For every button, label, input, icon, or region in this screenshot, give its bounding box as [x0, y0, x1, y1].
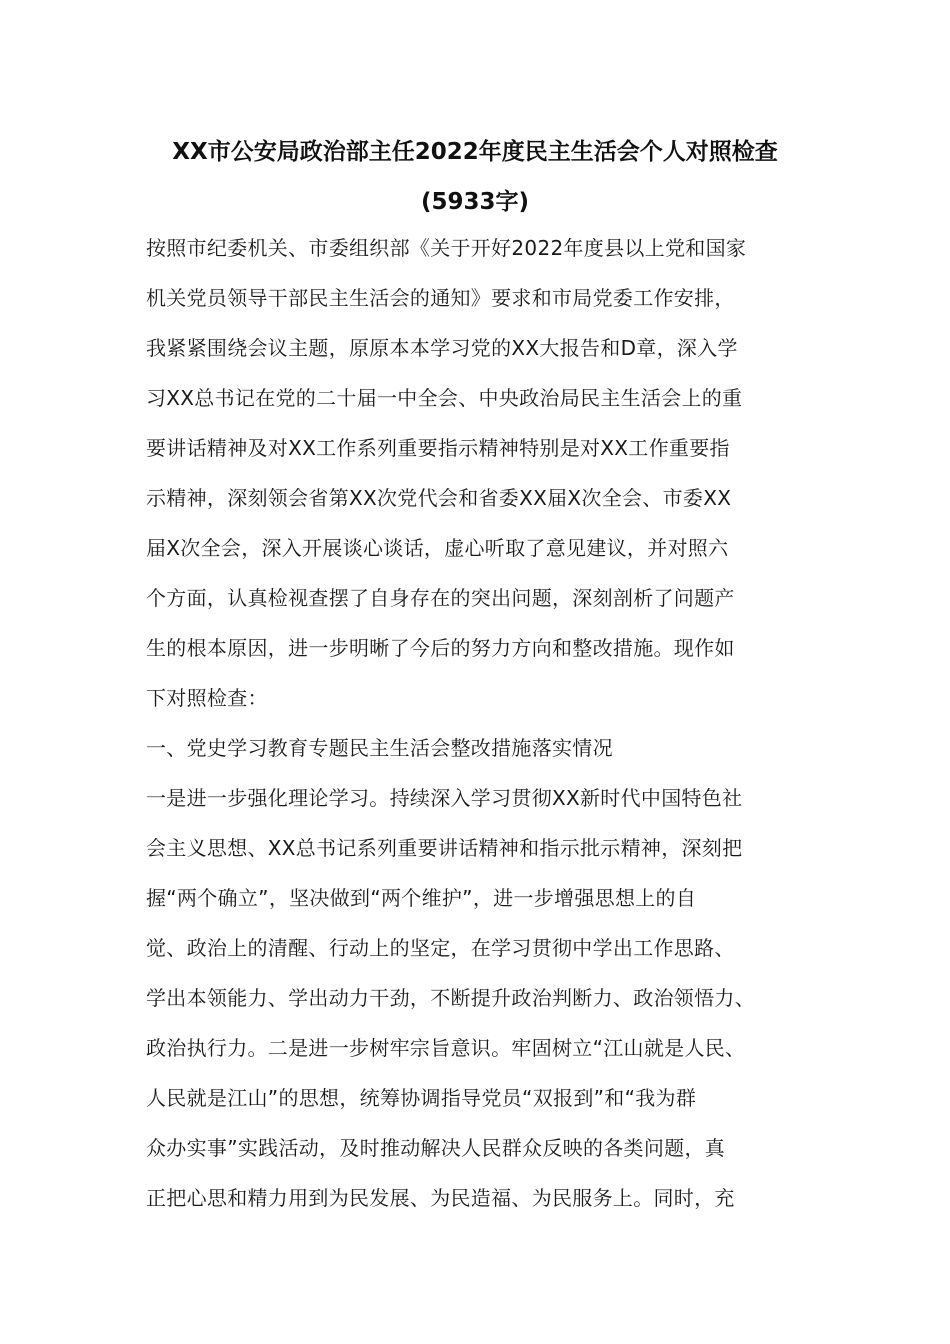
body-line: 按照市纪委机关、市委组织部《关于开好2022年度县以上党和国家 [146, 236, 747, 260]
body-line: 机关党员领导干部民主生活会的通知》要求和市局党委工作安排， [146, 286, 735, 310]
body-line: 正把心思和精力用到为民发展、为民造福、为民服务上。同时，充 [146, 1186, 735, 1210]
body-line: 我紧紧围绕会议主题，原原本本学习党的XX大报告和D章，深入学 [146, 336, 738, 360]
body-line: 届X次全会，深入开展谈心谈话，虚心听取了意见建议，并对照六 [146, 536, 729, 560]
document-title: XX市公安局政治部主任2022年度民主生活会个人对照检查 [172, 139, 778, 165]
section-heading: 一、党史学习教育专题民主生活会整改措施落实情况 [146, 736, 613, 760]
body-line: 学出本领能力、学出动力干劲，不断提升政治判断力、政治领悟力、 [146, 986, 755, 1010]
body-line: 会主义思想、XX总书记系列重要讲话精神和指示批示精神，深刻把 [146, 836, 743, 860]
body-line: 下对照检查： [146, 686, 268, 710]
body-line: 一是进一步强化理论学习。持续深入学习贯彻XX新时代中国特色社 [146, 786, 743, 810]
body-line: 要讲话精神及对XX工作系列重要指示精神特别是对XX工作重要指 [146, 436, 730, 460]
body-line: 个方面，认真检视查摆了自身存在的突出问题，深刻剖析了问题产 [146, 586, 735, 610]
body-line: 政治执行力。二是进一步树牢宗旨意识。牢固树立“江山就是人民、 [146, 1036, 746, 1060]
body-line: 习XX总书记在党的二十届一中全会、中央政治局民主生活会上的重 [146, 386, 743, 410]
body-line: 示精神，深刻领会省第XX次党代会和省委XX届X次全会、市委XX [146, 486, 732, 510]
body-line: 人民就是江山”的思想，统筹协调指导党员“双报到”和“我为群 [146, 1086, 697, 1110]
body-line: 握“两个确立”，坚决做到“两个维护”，进一步增强思想上的自 [146, 886, 697, 910]
body-line: 觉、政治上的清醒、行动上的坚定，在学习贯彻中学出工作思路、 [146, 936, 735, 960]
body-line: 众办实事”实践活动，及时推动解决人民群众反映的各类问题，真 [146, 1136, 726, 1160]
document-title-wordcount: (5933字) [420, 189, 530, 215]
body-line: 生的根本原因，进一步明晰了今后的努力方向和整改措施。现作如 [146, 636, 735, 660]
